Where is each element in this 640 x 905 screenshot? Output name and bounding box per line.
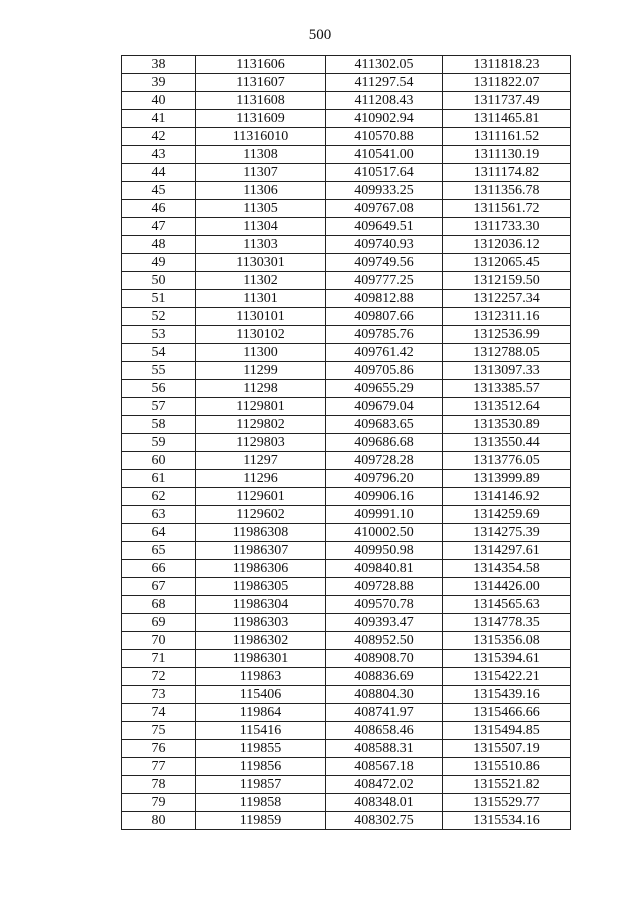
x-coordinate-cell: 408658.46 xyxy=(326,722,443,740)
table-row xyxy=(122,488,571,506)
y-coordinate-cell: 1315507.19 xyxy=(443,740,571,758)
row-index-cell: 77 xyxy=(122,758,196,776)
y-coordinate-cell: 1315534.16 xyxy=(443,812,571,830)
x-coordinate-cell: 408741.97 xyxy=(326,704,443,722)
y-coordinate-cell: 1313550.44 xyxy=(443,434,571,452)
x-coordinate-cell: 409679.04 xyxy=(326,398,443,416)
x-coordinate-cell: 409686.68 xyxy=(326,434,443,452)
table-row xyxy=(122,326,571,344)
y-coordinate-cell: 1311822.07 xyxy=(443,74,571,92)
table-row xyxy=(122,110,571,128)
table-row xyxy=(122,794,571,812)
table-row xyxy=(122,92,571,110)
point-id-cell: 1131609 xyxy=(196,110,326,128)
table-row xyxy=(122,74,571,92)
point-id-cell: 1131608 xyxy=(196,92,326,110)
point-id-cell: 1129601 xyxy=(196,488,326,506)
row-index-cell: 78 xyxy=(122,776,196,794)
point-id-cell: 11298 xyxy=(196,380,326,398)
row-index-cell: 69 xyxy=(122,614,196,632)
y-coordinate-cell: 1311733.30 xyxy=(443,218,571,236)
point-id-cell: 1130101 xyxy=(196,308,326,326)
row-index-cell: 70 xyxy=(122,632,196,650)
y-coordinate-cell: 1314275.39 xyxy=(443,524,571,542)
point-id-cell: 119864 xyxy=(196,704,326,722)
point-id-cell: 11986304 xyxy=(196,596,326,614)
row-index-cell: 73 xyxy=(122,686,196,704)
y-coordinate-cell: 1314259.69 xyxy=(443,506,571,524)
y-coordinate-cell: 1315394.61 xyxy=(443,650,571,668)
point-id-cell: 119856 xyxy=(196,758,326,776)
x-coordinate-cell: 409749.56 xyxy=(326,254,443,272)
row-index-cell: 47 xyxy=(122,218,196,236)
row-index-cell: 68 xyxy=(122,596,196,614)
table-row xyxy=(122,650,571,668)
x-coordinate-cell: 408952.50 xyxy=(326,632,443,650)
table-row xyxy=(122,308,571,326)
y-coordinate-cell: 1314778.35 xyxy=(443,614,571,632)
x-coordinate-cell: 408567.18 xyxy=(326,758,443,776)
y-coordinate-cell: 1312311.16 xyxy=(443,308,571,326)
table-row xyxy=(122,506,571,524)
x-coordinate-cell: 409906.16 xyxy=(326,488,443,506)
y-coordinate-cell: 1311161.52 xyxy=(443,128,571,146)
point-id-cell: 1131606 xyxy=(196,56,326,74)
point-id-cell: 1131607 xyxy=(196,74,326,92)
point-id-cell: 11307 xyxy=(196,164,326,182)
table-row xyxy=(122,272,571,290)
y-coordinate-cell: 1315356.08 xyxy=(443,632,571,650)
y-coordinate-cell: 1312159.50 xyxy=(443,272,571,290)
point-id-cell: 11986303 xyxy=(196,614,326,632)
point-id-cell: 11986308 xyxy=(196,524,326,542)
y-coordinate-cell: 1313097.33 xyxy=(443,362,571,380)
y-coordinate-cell: 1315521.82 xyxy=(443,776,571,794)
point-id-cell: 119857 xyxy=(196,776,326,794)
point-id-cell: 11304 xyxy=(196,218,326,236)
table-row xyxy=(122,812,571,830)
x-coordinate-cell: 409840.81 xyxy=(326,560,443,578)
x-coordinate-cell: 408804.30 xyxy=(326,686,443,704)
row-index-cell: 65 xyxy=(122,542,196,560)
table-row xyxy=(122,182,571,200)
y-coordinate-cell: 1311737.49 xyxy=(443,92,571,110)
y-coordinate-cell: 1311130.19 xyxy=(443,146,571,164)
x-coordinate-cell: 409393.47 xyxy=(326,614,443,632)
table-row xyxy=(122,524,571,542)
row-index-cell: 53 xyxy=(122,326,196,344)
point-id-cell: 11299 xyxy=(196,362,326,380)
table-row xyxy=(122,200,571,218)
row-index-cell: 67 xyxy=(122,578,196,596)
row-index-cell: 62 xyxy=(122,488,196,506)
y-coordinate-cell: 1315510.86 xyxy=(443,758,571,776)
y-coordinate-cell: 1311818.23 xyxy=(443,56,571,74)
y-coordinate-cell: 1311356.78 xyxy=(443,182,571,200)
x-coordinate-cell: 409807.66 xyxy=(326,308,443,326)
x-coordinate-cell: 411297.54 xyxy=(326,74,443,92)
table-row xyxy=(122,560,571,578)
table-row xyxy=(122,542,571,560)
x-coordinate-cell: 409767.08 xyxy=(326,200,443,218)
x-coordinate-cell: 408472.02 xyxy=(326,776,443,794)
x-coordinate-cell: 408836.69 xyxy=(326,668,443,686)
table-row xyxy=(122,704,571,722)
x-coordinate-cell: 410002.50 xyxy=(326,524,443,542)
point-id-cell: 119858 xyxy=(196,794,326,812)
point-id-cell: 11306 xyxy=(196,182,326,200)
x-coordinate-cell: 410517.64 xyxy=(326,164,443,182)
row-index-cell: 43 xyxy=(122,146,196,164)
point-id-cell: 119855 xyxy=(196,740,326,758)
table-row xyxy=(122,722,571,740)
y-coordinate-cell: 1315494.85 xyxy=(443,722,571,740)
y-coordinate-cell: 1314565.63 xyxy=(443,596,571,614)
coordinates-table xyxy=(121,55,571,830)
y-coordinate-cell: 1314146.92 xyxy=(443,488,571,506)
x-coordinate-cell: 408588.31 xyxy=(326,740,443,758)
point-id-cell: 11986306 xyxy=(196,560,326,578)
y-coordinate-cell: 1315466.66 xyxy=(443,704,571,722)
x-coordinate-cell: 411208.43 xyxy=(326,92,443,110)
row-index-cell: 64 xyxy=(122,524,196,542)
table-row xyxy=(122,56,571,74)
row-index-cell: 56 xyxy=(122,380,196,398)
point-id-cell: 1129802 xyxy=(196,416,326,434)
point-id-cell: 11305 xyxy=(196,200,326,218)
x-coordinate-cell: 409683.65 xyxy=(326,416,443,434)
point-id-cell: 11302 xyxy=(196,272,326,290)
row-index-cell: 75 xyxy=(122,722,196,740)
y-coordinate-cell: 1311174.82 xyxy=(443,164,571,182)
table-row xyxy=(122,362,571,380)
y-coordinate-cell: 1311561.72 xyxy=(443,200,571,218)
row-index-cell: 54 xyxy=(122,344,196,362)
coordinates-table-body xyxy=(122,56,571,830)
table-row xyxy=(122,614,571,632)
row-index-cell: 55 xyxy=(122,362,196,380)
row-index-cell: 40 xyxy=(122,92,196,110)
x-coordinate-cell: 409761.42 xyxy=(326,344,443,362)
row-index-cell: 59 xyxy=(122,434,196,452)
x-coordinate-cell: 409570.78 xyxy=(326,596,443,614)
point-id-cell: 119859 xyxy=(196,812,326,830)
point-id-cell: 115416 xyxy=(196,722,326,740)
point-id-cell: 11986302 xyxy=(196,632,326,650)
table-row xyxy=(122,452,571,470)
row-index-cell: 39 xyxy=(122,74,196,92)
x-coordinate-cell: 409991.10 xyxy=(326,506,443,524)
table-row xyxy=(122,776,571,794)
table-row xyxy=(122,740,571,758)
row-index-cell: 44 xyxy=(122,164,196,182)
y-coordinate-cell: 1312036.12 xyxy=(443,236,571,254)
row-index-cell: 79 xyxy=(122,794,196,812)
row-index-cell: 46 xyxy=(122,200,196,218)
table-row xyxy=(122,758,571,776)
x-coordinate-cell: 409705.86 xyxy=(326,362,443,380)
y-coordinate-cell: 1312788.05 xyxy=(443,344,571,362)
table-row xyxy=(122,596,571,614)
y-coordinate-cell: 1313512.64 xyxy=(443,398,571,416)
row-index-cell: 76 xyxy=(122,740,196,758)
x-coordinate-cell: 411302.05 xyxy=(326,56,443,74)
table-row xyxy=(122,380,571,398)
point-id-cell: 11986305 xyxy=(196,578,326,596)
y-coordinate-cell: 1313776.05 xyxy=(443,452,571,470)
x-coordinate-cell: 408908.70 xyxy=(326,650,443,668)
x-coordinate-cell: 410570.88 xyxy=(326,128,443,146)
table-row xyxy=(122,668,571,686)
y-coordinate-cell: 1312536.99 xyxy=(443,326,571,344)
point-id-cell: 11296 xyxy=(196,470,326,488)
point-id-cell: 11986307 xyxy=(196,542,326,560)
point-id-cell: 11986301 xyxy=(196,650,326,668)
y-coordinate-cell: 1312065.45 xyxy=(443,254,571,272)
table-row xyxy=(122,146,571,164)
row-index-cell: 60 xyxy=(122,452,196,470)
x-coordinate-cell: 409796.20 xyxy=(326,470,443,488)
row-index-cell: 57 xyxy=(122,398,196,416)
row-index-cell: 71 xyxy=(122,650,196,668)
row-index-cell: 48 xyxy=(122,236,196,254)
point-id-cell: 11316010 xyxy=(196,128,326,146)
row-index-cell: 58 xyxy=(122,416,196,434)
y-coordinate-cell: 1311465.81 xyxy=(443,110,571,128)
row-index-cell: 74 xyxy=(122,704,196,722)
point-id-cell: 11301 xyxy=(196,290,326,308)
point-id-cell: 119863 xyxy=(196,668,326,686)
table-row xyxy=(122,434,571,452)
x-coordinate-cell: 410902.94 xyxy=(326,110,443,128)
table-row xyxy=(122,470,571,488)
x-coordinate-cell: 409785.76 xyxy=(326,326,443,344)
table-row xyxy=(122,254,571,272)
row-index-cell: 72 xyxy=(122,668,196,686)
point-id-cell: 11297 xyxy=(196,452,326,470)
row-index-cell: 52 xyxy=(122,308,196,326)
x-coordinate-cell: 409950.98 xyxy=(326,542,443,560)
y-coordinate-cell: 1312257.34 xyxy=(443,290,571,308)
x-coordinate-cell: 409933.25 xyxy=(326,182,443,200)
point-id-cell: 11303 xyxy=(196,236,326,254)
point-id-cell: 115406 xyxy=(196,686,326,704)
table-row xyxy=(122,344,571,362)
table-row xyxy=(122,236,571,254)
y-coordinate-cell: 1315439.16 xyxy=(443,686,571,704)
row-index-cell: 38 xyxy=(122,56,196,74)
table-row xyxy=(122,164,571,182)
x-coordinate-cell: 409812.88 xyxy=(326,290,443,308)
row-index-cell: 49 xyxy=(122,254,196,272)
point-id-cell: 1129803 xyxy=(196,434,326,452)
table-row xyxy=(122,632,571,650)
row-index-cell: 41 xyxy=(122,110,196,128)
row-index-cell: 50 xyxy=(122,272,196,290)
y-coordinate-cell: 1313999.89 xyxy=(443,470,571,488)
row-index-cell: 80 xyxy=(122,812,196,830)
table-row xyxy=(122,290,571,308)
page-number: 500 xyxy=(308,27,332,43)
row-index-cell: 42 xyxy=(122,128,196,146)
y-coordinate-cell: 1314354.58 xyxy=(443,560,571,578)
x-coordinate-cell: 409728.88 xyxy=(326,578,443,596)
y-coordinate-cell: 1315422.21 xyxy=(443,668,571,686)
x-coordinate-cell: 408348.01 xyxy=(326,794,443,812)
table-row xyxy=(122,578,571,596)
y-coordinate-cell: 1313385.57 xyxy=(443,380,571,398)
point-id-cell: 11300 xyxy=(196,344,326,362)
table-row xyxy=(122,686,571,704)
table-row xyxy=(122,218,571,236)
row-index-cell: 45 xyxy=(122,182,196,200)
point-id-cell: 1130102 xyxy=(196,326,326,344)
table-row xyxy=(122,416,571,434)
x-coordinate-cell: 409740.93 xyxy=(326,236,443,254)
row-index-cell: 51 xyxy=(122,290,196,308)
row-index-cell: 66 xyxy=(122,560,196,578)
point-id-cell: 11308 xyxy=(196,146,326,164)
x-coordinate-cell: 410541.00 xyxy=(326,146,443,164)
table-row xyxy=(122,398,571,416)
point-id-cell: 1130301 xyxy=(196,254,326,272)
x-coordinate-cell: 408302.75 xyxy=(326,812,443,830)
x-coordinate-cell: 409777.25 xyxy=(326,272,443,290)
table-row xyxy=(122,128,571,146)
y-coordinate-cell: 1315529.77 xyxy=(443,794,571,812)
y-coordinate-cell: 1314297.61 xyxy=(443,542,571,560)
x-coordinate-cell: 409649.51 xyxy=(326,218,443,236)
y-coordinate-cell: 1313530.89 xyxy=(443,416,571,434)
row-index-cell: 63 xyxy=(122,506,196,524)
y-coordinate-cell: 1314426.00 xyxy=(443,578,571,596)
x-coordinate-cell: 409728.28 xyxy=(326,452,443,470)
point-id-cell: 1129602 xyxy=(196,506,326,524)
x-coordinate-cell: 409655.29 xyxy=(326,380,443,398)
point-id-cell: 1129801 xyxy=(196,398,326,416)
row-index-cell: 61 xyxy=(122,470,196,488)
